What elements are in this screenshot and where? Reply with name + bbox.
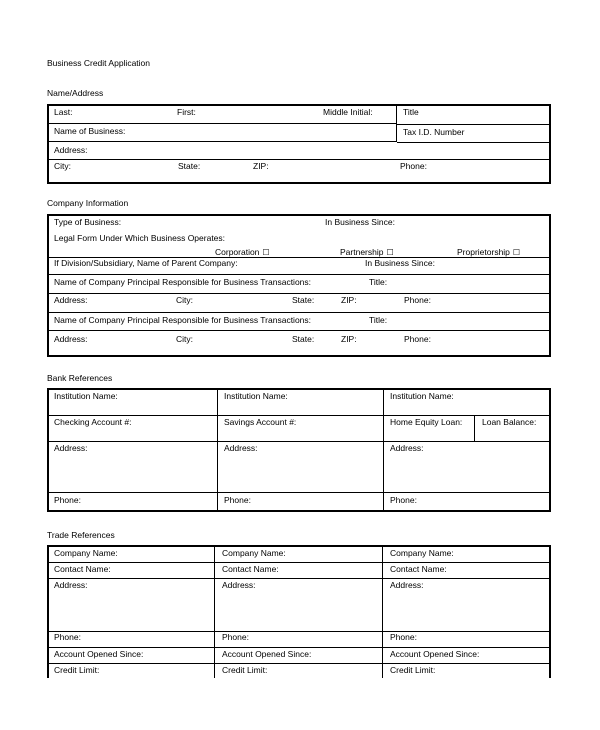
principal-2-phone-field[interactable]: Phone: (404, 334, 431, 344)
trade-3-opened-field[interactable]: Account Opened Since: (390, 649, 480, 659)
title-field[interactable]: Title (403, 107, 419, 117)
zip-field[interactable]: ZIP: (253, 161, 269, 171)
row-divider (47, 631, 551, 632)
loan-balance-field[interactable]: Loan Balance: (482, 417, 537, 427)
trade-2-credit-limit-field[interactable]: Credit Limit: (222, 665, 268, 675)
trade-1-address-field[interactable]: Address: (54, 580, 88, 590)
parent-company-field[interactable]: If Division/Subsidiary, Name of Parent Company: (54, 258, 238, 268)
principal-2-city-field[interactable]: City: (176, 334, 193, 344)
bank-1-phone-field[interactable]: Phone: (54, 495, 81, 505)
column-divider (383, 388, 384, 512)
bank-references-heading: Bank References (47, 373, 113, 383)
column-divider (396, 104, 397, 142)
middle-initial-field[interactable]: Middle Initial: (323, 107, 373, 117)
row-divider (47, 141, 397, 142)
bank-3-phone-field[interactable]: Phone: (390, 495, 417, 505)
trade-1-phone-field[interactable]: Phone: (54, 632, 81, 642)
savings-account-field[interactable]: Savings Account #: (224, 417, 297, 427)
row-divider (47, 159, 551, 160)
city-field[interactable]: City: (54, 161, 71, 171)
business-name-field[interactable]: Name of Business: (54, 126, 126, 136)
row-divider (397, 142, 551, 143)
principal-1-field[interactable]: Name of Company Principal Responsible for Business Transactions: (54, 277, 312, 287)
checking-account-field[interactable]: Checking Account #: (54, 417, 132, 427)
principal-1-zip-field[interactable]: ZIP: (341, 295, 357, 305)
trade-3-credit-limit-field[interactable]: Credit Limit: (390, 665, 436, 675)
trade-2-opened-field[interactable]: Account Opened Since: (222, 649, 312, 659)
column-divider (382, 545, 383, 678)
column-divider (214, 545, 215, 678)
row-divider (47, 663, 551, 664)
checkbox-icon[interactable]: ☐ (262, 248, 270, 257)
principal-1-state-field[interactable]: State: (292, 295, 315, 305)
column-divider (217, 388, 218, 512)
principal-2-field[interactable]: Name of Company Principal Responsible for Business Transactions: (54, 315, 312, 325)
row-divider (47, 330, 551, 331)
trade-3-company-field[interactable]: Company Name: (390, 548, 454, 558)
partnership-label: Partnership (340, 247, 384, 257)
checkbox-icon[interactable]: ☐ (386, 248, 394, 257)
bank-references-table (47, 388, 551, 512)
bank-2-phone-field[interactable]: Phone: (224, 495, 251, 505)
trade-2-company-field[interactable]: Company Name: (222, 548, 286, 558)
checkbox-icon[interactable]: ☐ (512, 248, 521, 257)
row-divider (47, 415, 551, 416)
trade-2-address-field[interactable]: Address: (222, 580, 256, 590)
column-divider (474, 415, 475, 442)
row-divider (47, 293, 551, 294)
row-divider (47, 647, 551, 648)
tax-id-field[interactable]: Tax I.D. Number (403, 127, 465, 137)
corporation-option[interactable] (215, 247, 270, 258)
trade-2-phone-field[interactable]: Phone: (222, 632, 249, 642)
legal-form-label: Legal Form Under Which Business Operates: (54, 233, 226, 243)
trade-references-table (47, 545, 551, 547)
in-business-since-field[interactable]: In Business Since: (325, 217, 395, 227)
row-divider (47, 578, 551, 579)
bank-2-institution-field[interactable]: Institution Name: (224, 391, 288, 401)
bank-1-address-field[interactable]: Address: (54, 443, 88, 453)
trade-references-heading: Trade References (47, 530, 115, 540)
principal-2-address-field[interactable]: Address: (54, 334, 88, 344)
row-divider (47, 274, 551, 275)
state-field[interactable]: State: (178, 161, 201, 171)
division-since-field[interactable]: In Business Since: (365, 258, 435, 268)
trade-1-contact-field[interactable]: Contact Name: (54, 564, 111, 574)
address-field[interactable]: Address: (54, 145, 88, 155)
principal-1-city-field[interactable]: City: (176, 295, 193, 305)
trade-1-company-field[interactable]: Company Name: (54, 548, 118, 558)
trade-1-credit-limit-field[interactable]: Credit Limit: (54, 665, 100, 675)
principal-2-zip-field[interactable]: ZIP: (341, 334, 357, 344)
principal-2-title-field[interactable]: Title: (369, 315, 388, 325)
row-divider (47, 441, 551, 442)
type-of-business-field[interactable]: Type of Business: (54, 217, 122, 227)
last-name-field[interactable]: Last: (54, 107, 73, 117)
table-left-border (47, 545, 49, 678)
first-name-field[interactable]: First: (177, 107, 196, 117)
trade-3-address-field[interactable]: Address: (390, 580, 424, 590)
proprietorship-label: Proprietorship (457, 247, 510, 257)
trade-3-contact-field[interactable]: Contact Name: (390, 564, 447, 574)
row-divider (47, 123, 397, 124)
table-right-border (549, 545, 551, 678)
proprietorship-option[interactable] (457, 247, 520, 258)
phone-field[interactable]: Phone: (400, 161, 427, 171)
principal-1-address-field[interactable]: Address: (54, 295, 88, 305)
bank-3-institution-field[interactable]: Institution Name: (390, 391, 454, 401)
row-divider (47, 562, 551, 563)
row-divider (47, 312, 551, 313)
partnership-option[interactable] (340, 247, 394, 258)
company-info-heading: Company Information (47, 198, 129, 208)
trade-2-contact-field[interactable]: Contact Name: (222, 564, 279, 574)
trade-1-opened-field[interactable]: Account Opened Since: (54, 649, 144, 659)
row-divider (47, 492, 551, 493)
bank-2-address-field[interactable]: Address: (224, 443, 258, 453)
principal-1-title-field[interactable]: Title: (369, 277, 388, 287)
bank-1-institution-field[interactable]: Institution Name: (54, 391, 118, 401)
principal-2-state-field[interactable]: State: (292, 334, 315, 344)
name-address-table (47, 104, 551, 184)
bank-3-address-field[interactable]: Address: (390, 443, 424, 453)
trade-3-phone-field[interactable]: Phone: (390, 632, 417, 642)
name-address-heading: Name/Address (47, 88, 104, 98)
principal-1-phone-field[interactable]: Phone: (404, 295, 431, 305)
form-title: Business Credit Application (47, 58, 151, 68)
row-divider (397, 124, 551, 125)
corporation-label: Corporation (215, 247, 260, 257)
home-equity-field[interactable]: Home Equity Loan: (390, 417, 463, 427)
